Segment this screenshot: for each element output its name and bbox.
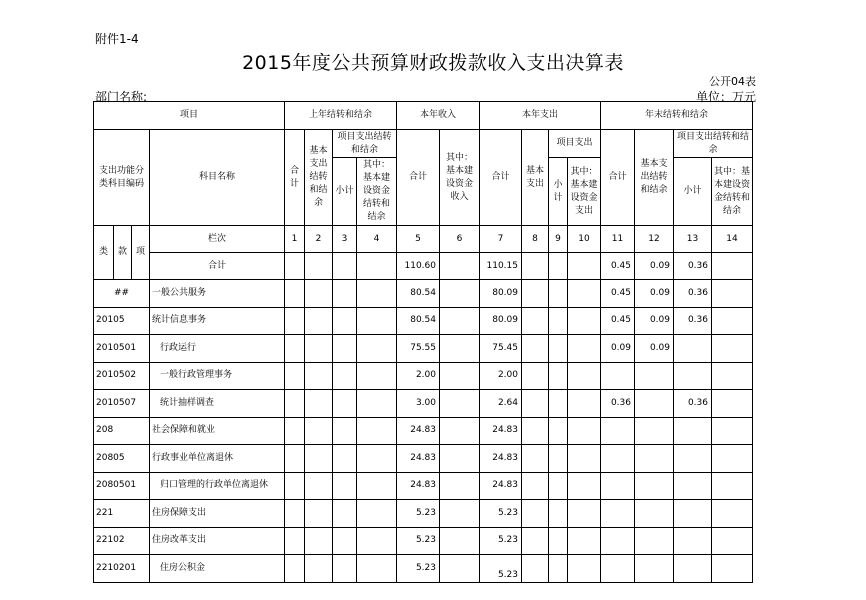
value-cell: [522, 527, 549, 555]
total-value-cell: [549, 253, 568, 280]
value-cell: [333, 280, 357, 308]
header-row-1: [94, 102, 753, 130]
column-number-row: [94, 226, 753, 253]
column-number-cell: 8: [522, 226, 549, 253]
value-cell: [549, 417, 568, 445]
value-cell: [285, 445, 305, 473]
value-cell: [522, 445, 549, 473]
table-row: [94, 500, 753, 528]
value-cell: [305, 555, 333, 583]
project-header: 项目: [94, 102, 285, 130]
value-cell: [285, 280, 305, 308]
value-cell: [333, 527, 357, 555]
expense-header: 本年支出: [480, 102, 601, 130]
value-cell: 0.36: [674, 280, 712, 308]
report-title: 2015年度公共预算财政拨款收入支出决算表: [242, 52, 624, 74]
func-code-cell: ##: [94, 280, 150, 308]
func-code-cell: 20105: [94, 307, 150, 335]
subject-name-cell: 统计抽样调查: [150, 390, 285, 418]
func-code-cell: 2010501: [94, 335, 150, 363]
income-capital-header: 其中：基本建设资金收入: [440, 130, 480, 226]
value-cell: [712, 417, 753, 445]
func-code-cell: 208: [94, 417, 150, 445]
table-row: [94, 472, 753, 500]
column-number-cell: 10: [568, 226, 601, 253]
value-cell: 0.36: [601, 390, 635, 418]
total-label: 合计: [150, 253, 285, 280]
value-cell: 0.45: [601, 280, 635, 308]
value-cell: [285, 362, 305, 390]
carry-prev-subtotal-header: 小计: [333, 158, 357, 226]
value-cell: [568, 445, 601, 473]
total-value-cell: [712, 253, 753, 280]
total-value-cell: [522, 253, 549, 280]
value-cell: [305, 307, 333, 335]
value-cell: [522, 417, 549, 445]
value-cell: [674, 417, 712, 445]
value-cell: [333, 555, 357, 583]
value-cell: [549, 307, 568, 335]
value-cell: [549, 335, 568, 363]
value-cell: 24.83: [397, 445, 440, 473]
value-cell: [440, 390, 480, 418]
expense-total-header: 合计: [480, 130, 522, 226]
total-value-cell: 0.45: [601, 253, 635, 280]
total-value-cell: [568, 253, 601, 280]
value-cell: [285, 527, 305, 555]
value-cell: 2.64: [480, 390, 522, 418]
value-cell: [568, 362, 601, 390]
value-cell: [440, 417, 480, 445]
column-number-cell: 14: [712, 226, 753, 253]
value-cell: [522, 472, 549, 500]
value-cell: 75.45: [480, 335, 522, 363]
expense-subtotal-header: 小计: [549, 158, 568, 226]
subject-name-cell: 行政运行: [150, 335, 285, 363]
carry-prev-capital-header: 其中：基本建设资金结转和结余: [357, 158, 397, 226]
value-cell: [333, 472, 357, 500]
value-cell: [333, 362, 357, 390]
value-cell: [285, 335, 305, 363]
value-cell: 75.55: [397, 335, 440, 363]
value-cell: 80.54: [397, 307, 440, 335]
value-cell: [635, 555, 674, 583]
value-cell: [568, 417, 601, 445]
value-cell: 3.00: [397, 390, 440, 418]
column-sequence-label: 栏次: [150, 226, 285, 253]
table-row: [94, 335, 753, 363]
value-cell: [285, 555, 305, 583]
value-cell: [357, 472, 397, 500]
value-cell: [549, 555, 568, 583]
value-cell: [712, 390, 753, 418]
value-cell: [440, 472, 480, 500]
value-cell: [712, 555, 753, 583]
value-cell: 0.36: [674, 390, 712, 418]
column-number-cell: 12: [635, 226, 674, 253]
value-cell: [712, 362, 753, 390]
value-cell: [674, 500, 712, 528]
value-cell: [674, 445, 712, 473]
table-row: [94, 445, 753, 473]
value-cell: 80.54: [397, 280, 440, 308]
value-cell: [568, 390, 601, 418]
value-cell: 5.23: [480, 500, 522, 528]
value-cell: [601, 500, 635, 528]
subject-name-cell: 一般公共服务: [150, 280, 285, 308]
column-number-cell: 11: [601, 226, 635, 253]
value-cell: [440, 445, 480, 473]
value-cell: [712, 307, 753, 335]
table-row: [94, 555, 753, 583]
value-cell: [635, 472, 674, 500]
subject-name-cell: 住房公积金: [150, 555, 285, 583]
value-cell: 24.83: [397, 417, 440, 445]
value-cell: [522, 390, 549, 418]
value-cell: [357, 307, 397, 335]
value-cell: [712, 472, 753, 500]
value-cell: [357, 280, 397, 308]
total-value-cell: 0.09: [635, 253, 674, 280]
department-label: 部门名称:: [95, 90, 148, 104]
unit-label: 单位：万元: [695, 90, 756, 104]
value-cell: [601, 445, 635, 473]
value-cell: [635, 417, 674, 445]
value-cell: [522, 335, 549, 363]
column-number-cell: 13: [674, 226, 712, 253]
carry-end-proj-header: 项目支出结转和结余: [674, 130, 753, 158]
value-cell: [305, 362, 333, 390]
value-cell: [549, 362, 568, 390]
value-cell: [601, 555, 635, 583]
value-cell: 5.23: [397, 500, 440, 528]
value-cell: 24.83: [480, 445, 522, 473]
total-value-cell: [440, 253, 480, 280]
attachment-label: 附件1-4: [95, 32, 139, 46]
carry-prev-total-header: 合计: [285, 130, 305, 226]
value-cell: [440, 555, 480, 583]
xiang-header: 项: [132, 226, 150, 280]
value-cell: 24.83: [397, 472, 440, 500]
value-cell: [568, 500, 601, 528]
value-cell: [549, 472, 568, 500]
value-cell: 0.09: [635, 307, 674, 335]
value-cell: [549, 445, 568, 473]
value-cell: [568, 280, 601, 308]
column-number-cell: 5: [397, 226, 440, 253]
value-cell: [674, 335, 712, 363]
value-cell: [712, 445, 753, 473]
value-cell: [712, 527, 753, 555]
value-cell: [305, 472, 333, 500]
func-code-cell: 221: [94, 500, 150, 528]
value-cell: [549, 390, 568, 418]
value-cell: [333, 417, 357, 445]
func-code-header: 支出功能分类科目编码: [94, 130, 150, 226]
column-number-cell: 6: [440, 226, 480, 253]
lei-header: 类: [94, 226, 114, 280]
column-number-cell: 1: [285, 226, 305, 253]
value-cell: [357, 445, 397, 473]
subject-name-cell: 一般行政管理事务: [150, 362, 285, 390]
subject-name-cell: 住房改革支出: [150, 527, 285, 555]
func-code-cell: 2080501: [94, 472, 150, 500]
value-cell: [440, 362, 480, 390]
value-cell: [305, 280, 333, 308]
carry-end-total-header: 合计: [601, 130, 635, 226]
income-total-header: 合计: [397, 130, 440, 226]
table-row: [94, 390, 753, 418]
value-cell: 80.09: [480, 280, 522, 308]
form-number: 公开04表: [709, 75, 756, 88]
value-cell: 24.83: [480, 417, 522, 445]
value-cell: [357, 555, 397, 583]
value-cell: 80.09: [480, 307, 522, 335]
subject-name-cell: 行政事业单位离退休: [150, 445, 285, 473]
carry-end-basic-header: 基本支出结转和结余: [635, 130, 674, 226]
table-row: [94, 527, 753, 555]
func-code-cell: 2010507: [94, 390, 150, 418]
value-cell: [635, 390, 674, 418]
value-cell: [522, 307, 549, 335]
value-cell: [333, 307, 357, 335]
carry-end-header: 年末结转和结余: [601, 102, 753, 130]
kuan-header: 款: [114, 226, 132, 280]
total-value-cell: 110.60: [397, 253, 440, 280]
expense-basic-header: 基本支出: [522, 130, 549, 226]
value-cell: 24.83: [480, 472, 522, 500]
subject-name-cell: 住房保障支出: [150, 500, 285, 528]
value-cell: [568, 307, 601, 335]
table-row: [94, 362, 753, 390]
value-cell: [635, 445, 674, 473]
value-cell: [549, 527, 568, 555]
value-cell: [357, 335, 397, 363]
value-cell: [440, 307, 480, 335]
value-cell: [305, 335, 333, 363]
value-cell: [333, 445, 357, 473]
value-cell: [285, 500, 305, 528]
total-row: [94, 253, 753, 280]
subject-name-cell: 统计信息事务: [150, 307, 285, 335]
value-cell: [285, 307, 305, 335]
value-cell: 0.09: [635, 280, 674, 308]
value-cell: 0.45: [601, 307, 635, 335]
value-cell: [522, 555, 549, 583]
value-cell: [285, 472, 305, 500]
column-number-cell: 4: [357, 226, 397, 253]
value-cell: 0.09: [601, 335, 635, 363]
value-cell: [549, 500, 568, 528]
column-number-cell: 3: [333, 226, 357, 253]
value-cell: 0.36: [674, 307, 712, 335]
total-value-cell: 0.36: [674, 253, 712, 280]
value-cell: 5.23: [397, 527, 440, 555]
budget-table: [93, 101, 753, 583]
expense-capital-header: 其中：基本建设资金支出: [568, 158, 601, 226]
value-cell: [635, 362, 674, 390]
value-cell: [357, 362, 397, 390]
value-cell: [674, 527, 712, 555]
table-row: [94, 417, 753, 445]
value-cell: 5.23: [480, 527, 522, 555]
value-cell: [440, 500, 480, 528]
value-cell: [305, 527, 333, 555]
func-code-cell: 20805: [94, 445, 150, 473]
value-cell: 2.00: [397, 362, 440, 390]
value-cell: [305, 417, 333, 445]
subject-name-header: 科目名称: [150, 130, 285, 226]
value-cell: [712, 335, 753, 363]
value-cell: [601, 362, 635, 390]
expense-proj-header: 项目支出: [549, 130, 601, 158]
func-code-cell: 22102: [94, 527, 150, 555]
value-cell: [305, 390, 333, 418]
value-cell: [357, 390, 397, 418]
carry-prev-header: 上年结转和结余: [285, 102, 397, 130]
value-cell: [357, 527, 397, 555]
value-cell: [601, 417, 635, 445]
value-cell: [333, 390, 357, 418]
carry-end-subtotal-header: 小计: [674, 158, 712, 226]
carry-prev-basic-header: 基本支出结转和结余: [305, 130, 333, 226]
value-cell: [285, 417, 305, 445]
value-cell: [522, 500, 549, 528]
value-cell: [357, 417, 397, 445]
column-number-cell: 9: [549, 226, 568, 253]
func-code-cell: 2010502: [94, 362, 150, 390]
header-row-2: [94, 130, 753, 158]
carry-prev-proj-header: 项目支出结转和结余: [333, 130, 397, 158]
total-value-cell: [333, 253, 357, 280]
value-cell: [440, 527, 480, 555]
value-cell: [601, 527, 635, 555]
value-cell: [305, 500, 333, 528]
value-cell: 0.09: [635, 335, 674, 363]
value-cell: [674, 362, 712, 390]
value-cell: [635, 527, 674, 555]
value-cell: [522, 362, 549, 390]
value-cell: 5.23: [480, 555, 522, 583]
table-row: [94, 280, 753, 308]
value-cell: [285, 390, 305, 418]
value-cell: [712, 280, 753, 308]
subject-name-cell: 归口管理的行政单位离退休: [150, 472, 285, 500]
value-cell: [601, 472, 635, 500]
value-cell: [305, 445, 333, 473]
subject-name-cell: 社会保障和就业: [150, 417, 285, 445]
table-row: [94, 307, 753, 335]
column-number-cell: 7: [480, 226, 522, 253]
value-cell: [568, 555, 601, 583]
carry-end-capital-header: 其中：基本建设资金结转和结余: [712, 158, 753, 226]
value-cell: [333, 335, 357, 363]
value-cell: [568, 472, 601, 500]
total-value-cell: [357, 253, 397, 280]
income-header: 本年收入: [397, 102, 480, 130]
value-cell: 5.23: [397, 555, 440, 583]
column-number-cell: 2: [305, 226, 333, 253]
value-cell: [674, 555, 712, 583]
func-code-cell: 2210201: [94, 555, 150, 583]
value-cell: [440, 335, 480, 363]
value-cell: [568, 335, 601, 363]
total-value-cell: [285, 253, 305, 280]
value-cell: 2.00: [480, 362, 522, 390]
total-value-cell: [305, 253, 333, 280]
value-cell: [635, 500, 674, 528]
value-cell: [357, 500, 397, 528]
value-cell: [549, 280, 568, 308]
total-value-cell: 110.15: [480, 253, 522, 280]
value-cell: [333, 500, 357, 528]
value-cell: [674, 472, 712, 500]
value-cell: [440, 280, 480, 308]
value-cell: [568, 527, 601, 555]
value-cell: [712, 500, 753, 528]
value-cell: [522, 280, 549, 308]
